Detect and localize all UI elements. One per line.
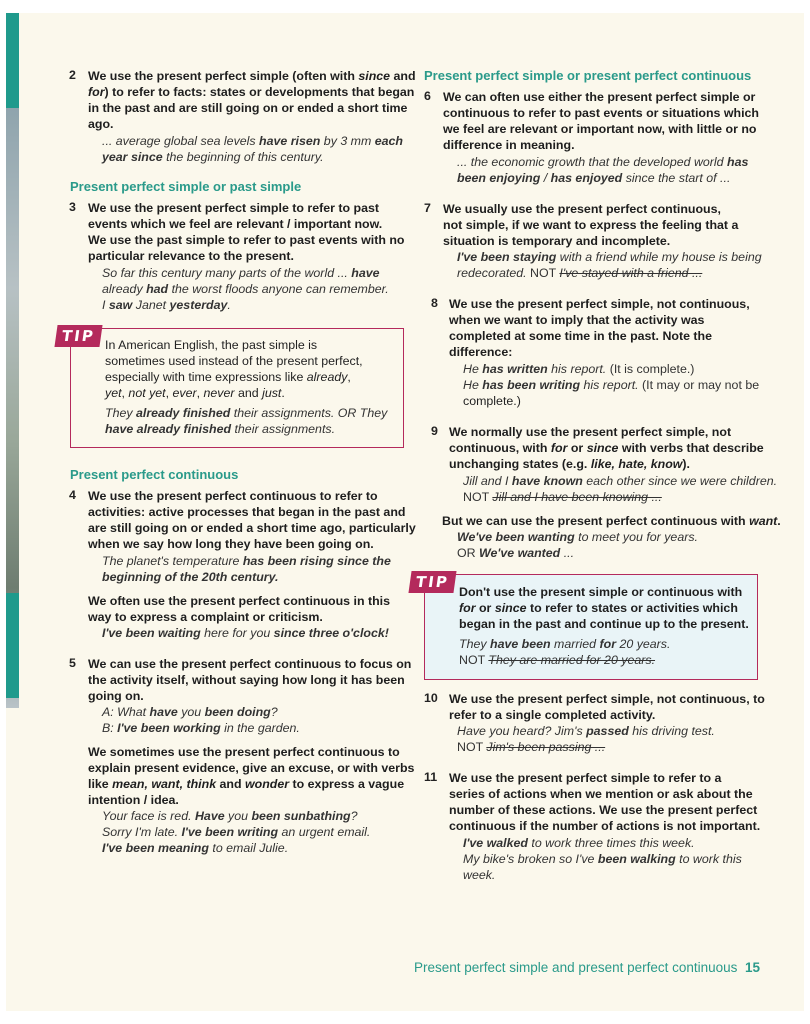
item-text: explain present evidence, give an excuse, or with verbs: [88, 761, 415, 775]
example: beginning of the 20th century.: [102, 570, 279, 584]
section-heading: Present perfect simple or present perfect continuous: [424, 68, 752, 83]
item-text: like mean, want, think and wonder to express a vague: [88, 777, 405, 791]
example: I saw Janet yesterday.: [102, 298, 231, 312]
item-text: activities: active processes that began in the past and: [88, 505, 406, 519]
example: Sorry I'm late. I've been writing an urgent email.: [102, 825, 371, 839]
example: already had the worst floods anyone can remember.: [102, 282, 389, 296]
example: ... average global sea levels have risen by 3 mm each: [102, 134, 403, 148]
item-text: number of these actions. We use the present perfect: [449, 803, 758, 817]
item-text: particular relevance to the present.: [88, 249, 294, 263]
tip-example: have already finished their assignments.: [105, 422, 336, 436]
example: I've been waiting here for you since three o'clock!: [102, 626, 389, 640]
tip-text: In American English, the past simple is: [105, 338, 318, 352]
footer-title: Present perfect simple and present perfect continuous: [414, 960, 738, 975]
item-text: We use the present perfect simple (often with since and: [88, 69, 416, 83]
item-text: We use the present perfect simple, not continuous, to: [449, 692, 765, 706]
item-text: way to express a complaint or criticism.: [88, 610, 323, 624]
tip-text: sometimes used instead of the present perfect,: [105, 354, 363, 368]
item-text: unchanging states (e.g. like, hate, know).: [449, 457, 690, 471]
tip-text: Don't use the present simple or continuous with: [459, 585, 743, 599]
item-number: 10: [424, 691, 438, 705]
item-text: We sometimes use the present perfect continuous to: [88, 745, 400, 759]
tip-example: They have been married for 20 years.: [459, 637, 671, 651]
item-text: We normally use the present perfect simple, not: [449, 425, 732, 439]
tip-text: for or since to refer to states or activities which: [459, 601, 738, 615]
item-text: not simple, if we want to express the feeling that a: [443, 218, 739, 232]
example: complete.): [463, 394, 521, 408]
item-text: when we want to imply that the activity was: [449, 313, 705, 327]
item-text: difference in meaning.: [443, 138, 575, 152]
item-text: We use the present perfect continuous to refer to: [88, 489, 378, 503]
tip-example: They already finished their assignments. OR They: [105, 406, 388, 420]
tip-badge: TIP: [408, 571, 456, 593]
item-text: series of actions when we mention or ask about the: [449, 787, 753, 801]
item-text: going on.: [88, 689, 144, 703]
item-number: 3: [69, 200, 76, 214]
item-text: the activity itself, without saying how long it has been: [88, 673, 405, 687]
tip-example: NOT They are married for 20 years.: [459, 653, 656, 667]
example: So far this century many parts of the world ... have: [102, 266, 380, 280]
item-text: We use the present perfect simple, not continuous,: [449, 297, 750, 311]
item-text: completed at some time in the past. Note the: [449, 329, 713, 343]
section-heading: Present perfect continuous: [70, 467, 239, 482]
item-number: 2: [69, 68, 76, 82]
item-text: in the past and are still going on or ended a short time: [88, 101, 408, 115]
item-number: 8: [431, 296, 438, 310]
item-text: events which we feel are relevant / important now.: [88, 217, 383, 231]
example: Have you heard? Jim's passed his driving test.: [457, 724, 715, 738]
example: We've been wanting to meet you for years.: [457, 530, 698, 544]
page-number: 15: [744, 960, 760, 975]
item-number: 7: [424, 201, 431, 215]
example: I've been meaning to email Julie.: [102, 841, 289, 855]
item-text: We use the present perfect simple to refer to a: [449, 771, 722, 785]
item-text: continuous, with for or since with verbs that describe: [449, 441, 764, 455]
example: week.: [463, 868, 496, 882]
example: B: I've been working in the garden.: [102, 721, 300, 735]
item-number: 6: [424, 89, 431, 103]
tip-text: especially with time expressions like already,: [105, 370, 351, 384]
item-text: for) to refer to facts: states or developments that began: [88, 85, 415, 99]
example: ... the economic growth that the developed world has: [457, 155, 749, 169]
item-text: We usually use the present perfect continuous,: [443, 202, 721, 216]
item-number: 5: [69, 656, 76, 670]
example: A: What have you been doing?: [102, 705, 278, 719]
item-number: 9: [431, 424, 438, 438]
item-text: We use the past simple to refer to past events with no: [88, 233, 405, 247]
page-footer: [414, 960, 760, 975]
item-text: difference:: [449, 345, 513, 359]
item-text: are still going on or ended a short time ago, particularly: [88, 521, 416, 535]
example: The planet's temperature has been rising since the: [102, 554, 391, 568]
item-text: ago.: [88, 117, 114, 131]
edge-strip-bottom: [6, 593, 19, 698]
item-number: 4: [69, 488, 76, 502]
example: Your face is red. Have you been sunbathing?: [102, 809, 358, 823]
example: I've walked to work three times this week.: [463, 836, 695, 850]
tip-text: began in the past and continue up to the present.: [459, 617, 749, 631]
tip-badge: TIP: [54, 325, 102, 347]
item-text: continuous to refer to past events or situations which: [443, 106, 759, 120]
example: I've been staying with a friend while my house is being: [457, 250, 762, 264]
item-text: refer to a single completed activity.: [449, 708, 656, 722]
item-text: We can often use either the present perfect simple or: [443, 90, 756, 104]
item-text: But we can use the present perfect continuous with want.: [442, 514, 781, 528]
item-text: We often use the present perfect continuous in this: [88, 594, 390, 608]
tip-text: yet, not yet, ever, never and just.: [105, 386, 285, 400]
item-text: we feel are relevant or important now, with little or no: [443, 122, 757, 136]
item-number: 11: [424, 770, 438, 784]
example: year since the beginning of this century.: [102, 150, 324, 164]
example: My bike's broken so I've been walking to work this: [463, 852, 742, 866]
example: NOT Jill and I have been knowing ...: [463, 490, 662, 504]
item-text: intention / idea.: [88, 793, 179, 807]
example: redecorated. NOT I've stayed with a friend ...: [457, 266, 703, 280]
textbook-page: [6, 13, 804, 1011]
example: NOT Jim's been passing ...: [457, 740, 606, 754]
item-text: when we say how long they have been going on.: [88, 537, 374, 551]
example: He has written his report. (It is complete.): [463, 362, 695, 376]
example: He has been writing his report. (It may or may not be: [463, 378, 760, 392]
item-text: situation is temporary and incomplete.: [443, 234, 671, 248]
item-text: continuous if the number of actions is not important.: [449, 819, 761, 833]
example: been enjoying / has enjoyed since the start of ...: [457, 171, 731, 185]
item-text: We can use the present perfect continuous to focus on: [88, 657, 412, 671]
section-heading: Present perfect simple or past simple: [70, 179, 302, 194]
example: Jill and I have known each other since we were children.: [463, 474, 778, 488]
edge-strip-top: [6, 13, 19, 108]
example: OR We've wanted ...: [457, 546, 575, 560]
item-text: We use the present perfect simple to refer to past: [88, 201, 380, 215]
